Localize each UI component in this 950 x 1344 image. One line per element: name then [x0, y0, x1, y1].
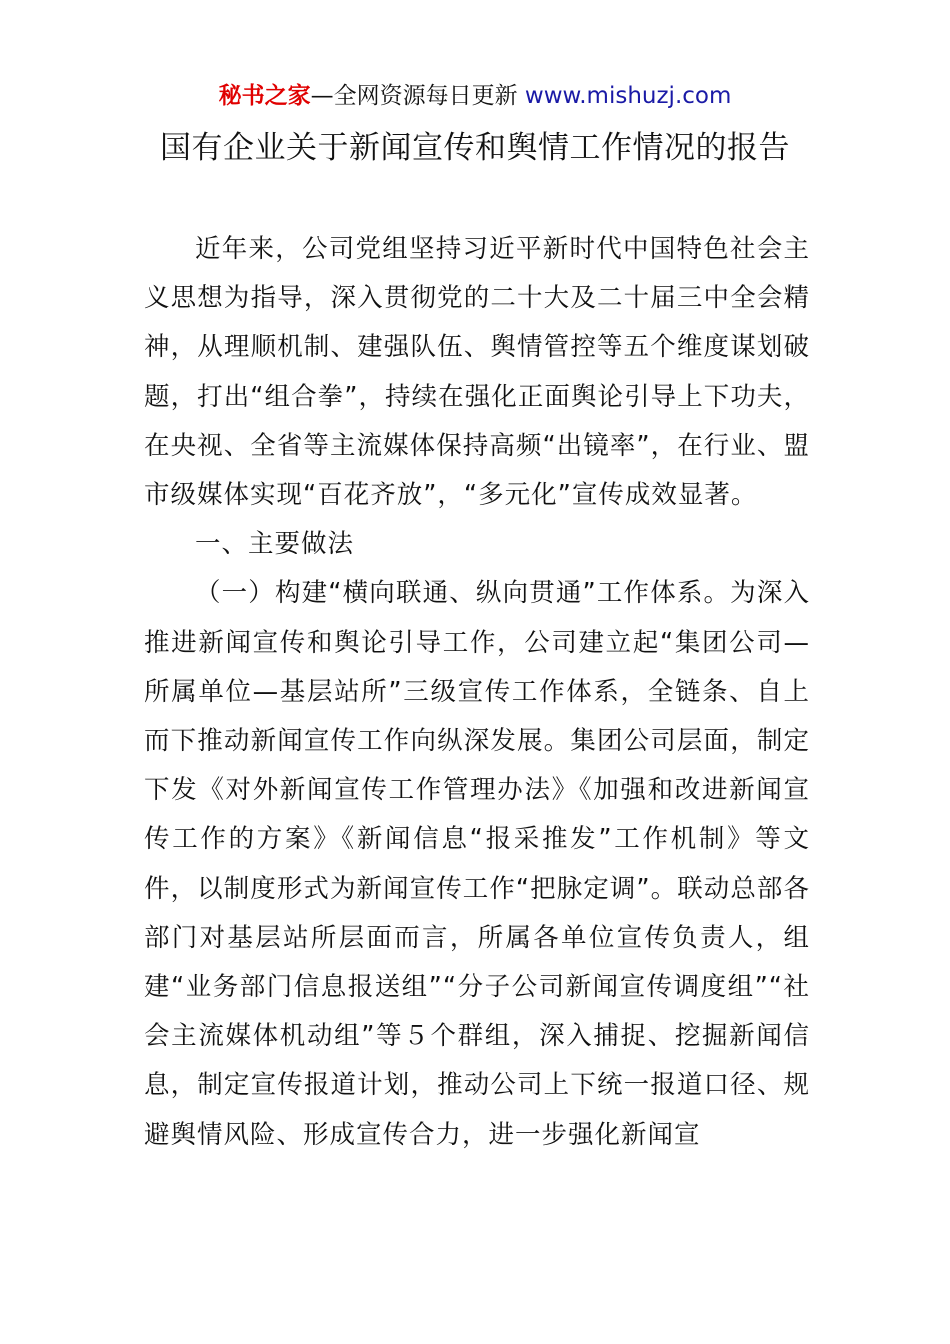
- site-tagline: —全网资源每日更新: [310, 83, 525, 109]
- document-title: 国有企业关于新闻宣传和舆情工作情况的报告: [160, 130, 790, 166]
- intro-paragraph: 近年来，公司党组坚持习近平新时代中国特色社会主义思想为指导，深入贯彻党的二十大及二十届三中全会精神，从理顺机制、建强队伍、舆情管控等五个维度谋划破题，打出“组合拳”，持续在强化正面舆论引导上下功夫，在央视、全省等主流媒体保持高频“出镜率”，在行业、盟市级媒体实现“百花齐放”，“多元化”宣传成效显著。: [144, 234, 810, 511]
- subsection-paragraph: （一）构建“横向联通、纵向贯通”工作体系。为深入推进新闻宣传和舆论引导工作，公司建立起“集团公司—所属单位—基层站所”三级宣传工作体系，全链条、自上而下推动新闻宣传工作向纵深发展。集团公司层面，制定下发《对外新闻宣传工作管理办法》《加强和改进新闻宣传工作的方案》《新闻信息“报采推发”工作机制》等文件，以制度形式为新闻宣传工作“把脉定调”。联动总部各部门对基层站所层面而言，所属各单位宣传负责人，组建“业务部门信息报送组”“分子公司新闻宣传调度组”“社会主流媒体机动组”等５个群组，深入捕捉、挖掘新闻信息，制定宣传报道计划，推动公司上下统一报道口径、规避舆情风险、形成宣传合力，进一步强化新闻宣: [144, 578, 810, 1150]
- document-body: [144, 225, 810, 1160]
- site-header: [0, 80, 950, 112]
- site-name: 秘书之家: [218, 83, 311, 109]
- section-heading: 一、主要做法: [195, 529, 355, 560]
- site-url-link[interactable]: www.mishuzj.com: [524, 83, 732, 109]
